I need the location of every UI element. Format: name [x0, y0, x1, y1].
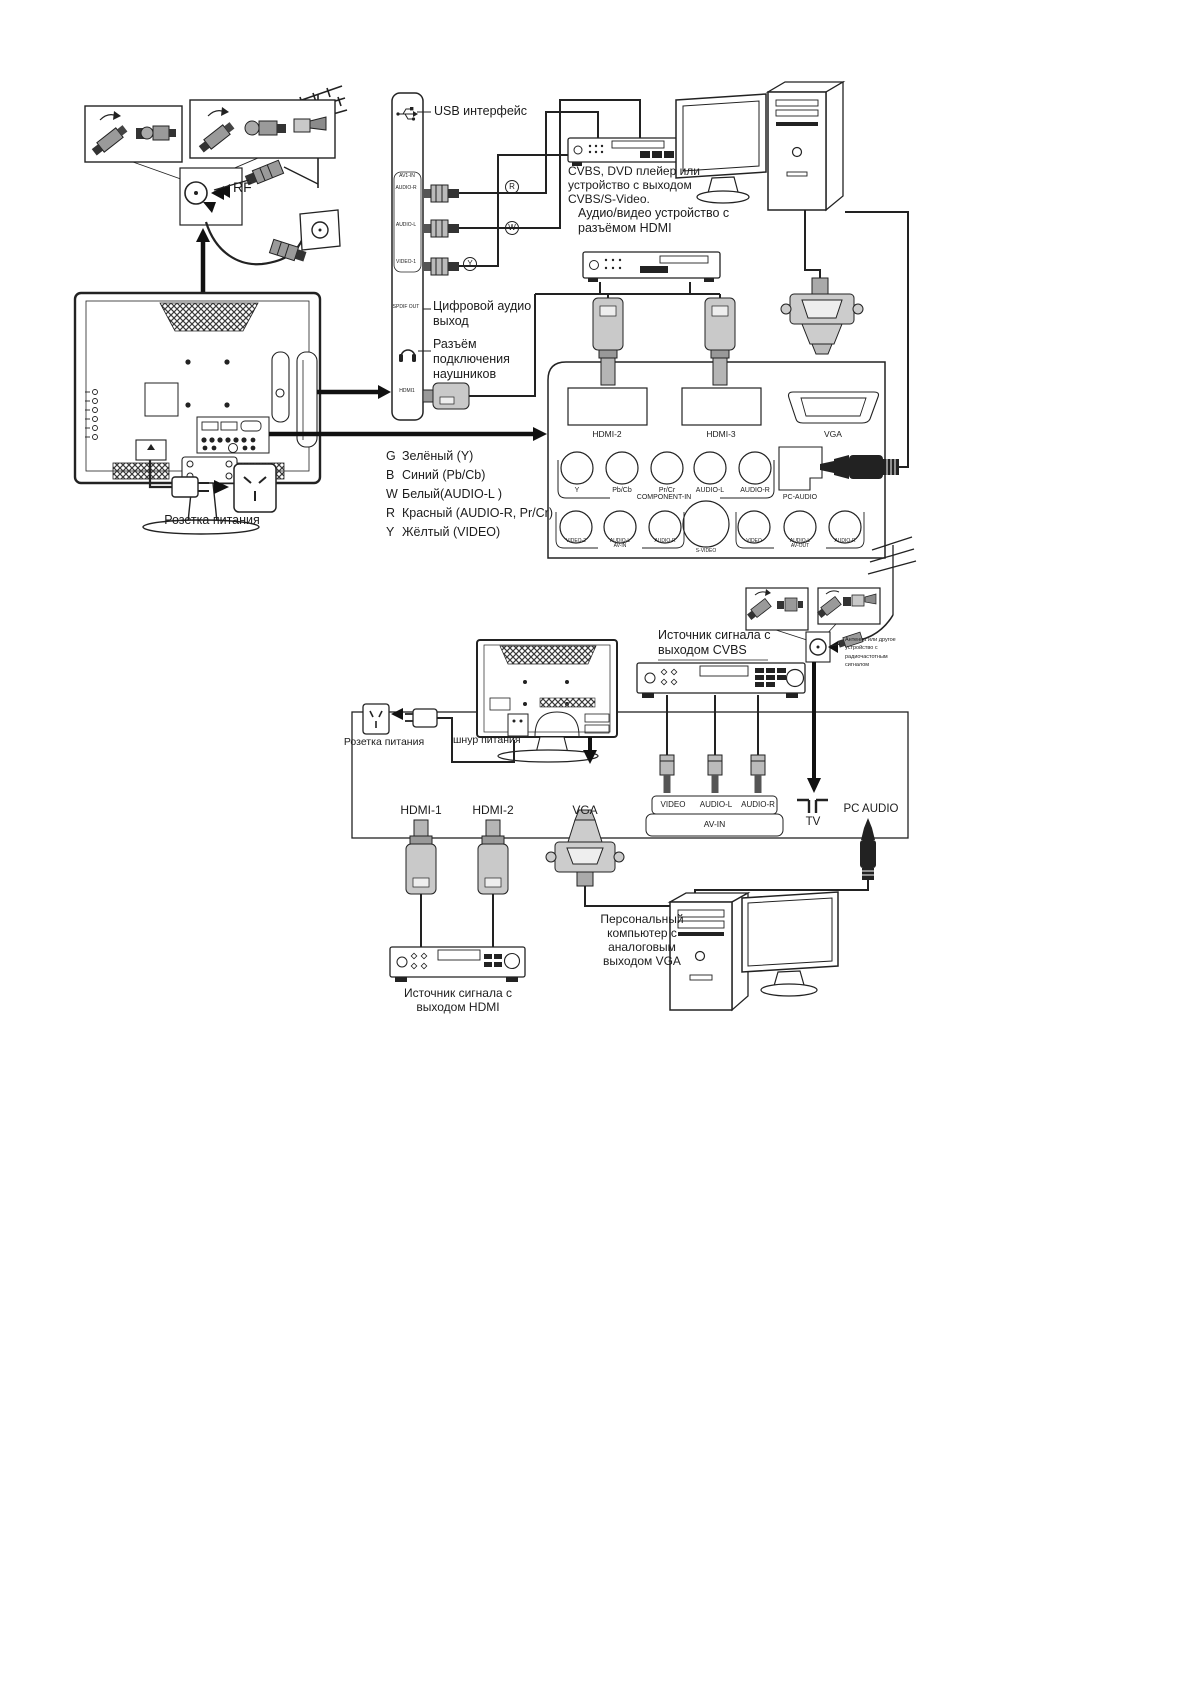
avin-audior-label: AUDIO-R [741, 800, 775, 809]
hdmi2-label: HDMI-2 [472, 803, 514, 817]
legend-row: R Красный (AUDIO-R, Pr/Cr) [386, 506, 553, 520]
pc-audio-jack-label: PC-AUDIO [782, 494, 818, 501]
rca-plug-video [423, 258, 459, 275]
headphones-label: Разъём подключения наушников [433, 337, 510, 381]
computer-tower-1 [768, 82, 843, 210]
vga-port-label: VGA [824, 429, 842, 439]
power-outlet-label-2: Розетка питания [343, 736, 425, 748]
rf-connector [180, 168, 242, 225]
pc-audio-label: PC AUDIO [843, 803, 899, 815]
dvd-player-cvbs-2 [637, 660, 805, 698]
legend-row: B Синий (Pb/Cb) [386, 468, 486, 482]
dvd-hdmi-label: Аудио/видео устройство с разъёмом HDMI [578, 206, 730, 235]
avin-audio-r-label: AUDIO-R [654, 538, 676, 544]
pc-label: Персональный компьютер с аналоговым выходом VGA [600, 912, 684, 969]
hdmi3-port-label: HDMI-3 [706, 429, 736, 439]
hdmi-plug-strip [423, 383, 469, 409]
component-y-label: Y [574, 487, 580, 494]
component-pbcb-label: Pb/Cb [612, 487, 632, 494]
vga-port [789, 392, 879, 423]
tv-connector-cluster [197, 417, 269, 453]
rca-letter-r: R [509, 182, 515, 191]
avin-label: AV-IN [703, 819, 726, 829]
power-outlet-1 [234, 464, 276, 512]
legend-row: Y Жёлтый (VIDEO) [386, 525, 501, 539]
antenna-note-label: Антенна или другое устройство с радиочастотным сигналом [845, 637, 896, 668]
avout-audio-l-label: AUDIO-L [789, 538, 811, 544]
svideo-label: S-VIDEO [695, 548, 717, 554]
strip-spdif-label: SPDIF OUT [392, 304, 420, 310]
component-prcr-label: Pr/Cr [658, 487, 676, 494]
avout-video-label: VIDEO [746, 538, 762, 544]
coax-inset-box-3 [746, 588, 808, 630]
hdmi-source-label: Источник сигнала с выходом HDMI [404, 986, 512, 1015]
tv-port-label: TV [805, 816, 821, 828]
component-audio-l-label: AUDIO-L [695, 487, 725, 494]
coax-inset-box-1 [85, 106, 182, 162]
dvd-player-hdmi [583, 252, 720, 282]
strip-group-label: AV1-IN [399, 173, 415, 179]
avout-audio-r-label: AUDIO-R [834, 538, 856, 544]
strip-flow-arrow [317, 385, 391, 399]
usb-label: USB интерфейс [434, 104, 528, 118]
rf-label: RF [233, 179, 252, 195]
avin-audio-l-label: AUDIO-L [609, 538, 631, 544]
legend-row: G Зелёный (Y) [386, 449, 474, 463]
component-audio-r-label: AUDIO-R [740, 487, 770, 494]
vga-cable-2 [585, 886, 672, 906]
spdif-out-label: Цифровой аудио выход [433, 299, 532, 328]
dvd-player-hdmi-2 [390, 947, 525, 982]
rf-connector-2 [806, 632, 838, 662]
avout-group-label: AV-OUT [790, 543, 810, 549]
tv-rear-illustration [75, 293, 320, 534]
avin-group-label: AV-IN [613, 543, 627, 549]
power-outlet-label-1: Розетка питания [164, 513, 260, 527]
vga-connector-1 [781, 278, 863, 354]
vga-label: VGA [572, 803, 598, 817]
avin-video-label: VIDEO [660, 800, 686, 809]
hdmi2-port-label: HDMI-2 [592, 429, 622, 439]
vga-cable-1 [805, 210, 820, 282]
side-av-strip [392, 93, 431, 420]
coax-inset-box-4 [816, 588, 880, 624]
rca-letter-y: Y [467, 259, 473, 268]
rca-letter-w: W [508, 223, 516, 232]
legend-row: W Белый(AUDIO-L ) [386, 487, 503, 501]
coax-inset-box-2 [190, 100, 335, 158]
video2-label: VIDEO-2 [565, 538, 586, 544]
rca-plug-audio-r [423, 185, 459, 202]
power-cord-label: шнур питания [453, 734, 521, 746]
hdmi1-label: HDMI-1 [400, 803, 442, 817]
component-in-label: COMPONENT-IN [636, 493, 692, 501]
strip-hdmi1-label: HDMI1 [399, 388, 415, 394]
computer-monitor-2 [742, 892, 838, 996]
strip-audio-r-label: AUDIO-R [395, 185, 417, 191]
strip-audio-l-label: AUDIO-L [395, 222, 417, 228]
rca-plug-audio-l [423, 220, 459, 237]
strip-video1-label: VIDEO-1 [395, 259, 416, 265]
power-outlet-2 [363, 704, 389, 734]
dvd-cvbs-label: CVBS, DVD плейер или устройство с выходом CVBS/S-Video. [568, 164, 700, 207]
cvbs-source-label: Источник сигнала с выходом CVBS [658, 628, 771, 657]
avin-audiol-label: AUDIO-L [699, 800, 733, 809]
